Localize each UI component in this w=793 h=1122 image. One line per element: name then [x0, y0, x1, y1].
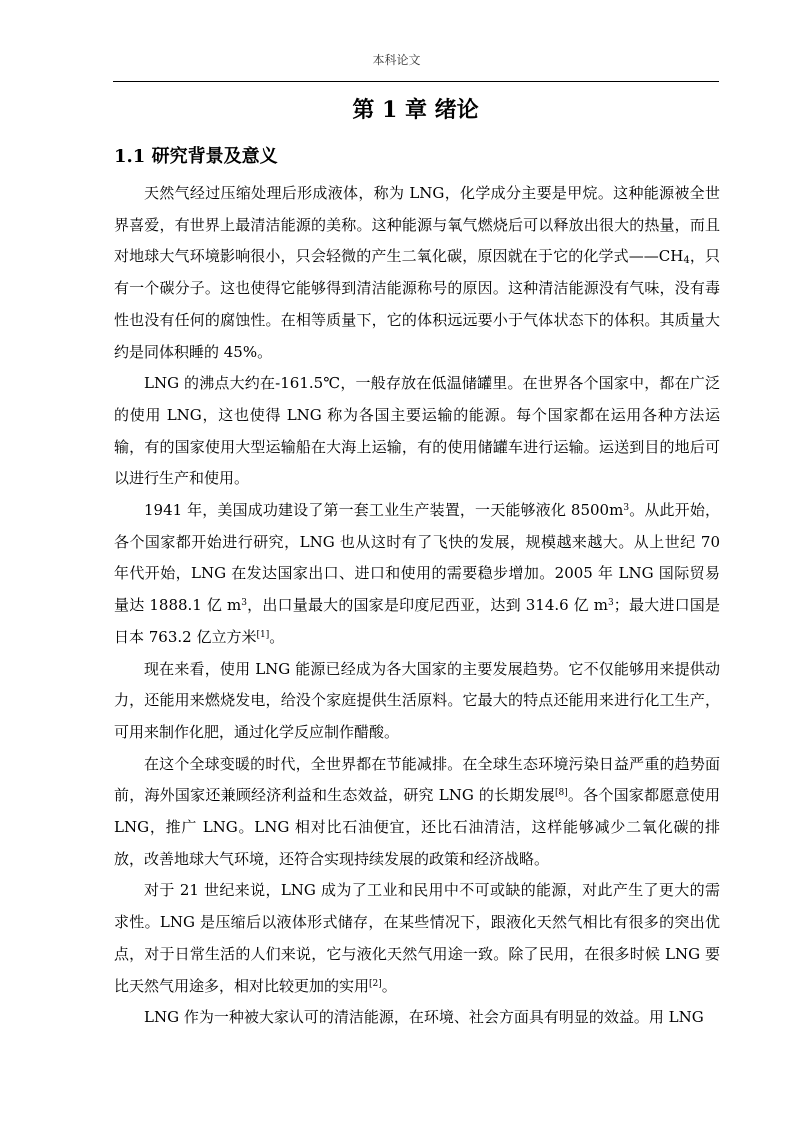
- paragraph-6: [114, 875, 720, 1002]
- paragraph-text: 1941 年，美国成功建设了第一套工业生产装置，一天能够液化 8500m: [144, 501, 624, 520]
- paragraph-2: [114, 368, 720, 495]
- paragraph-text: 对于 21 世纪来说，LNG 成为了工业和民用中不可或缺的能源，对此产生了更大的需求性。LNG 是压缩后以液体形式储存，在某些情况下，跟液化天然气相比有很多的突出优点，对于日常生活的人们来说，它与液化天然气用途一致。除了民用，在很多时候 LNG 要比天然气用途多，相对比较更加的实用: [114, 881, 720, 995]
- paragraph-text: ，出口量最大的国家是印度尼西亚，达到 314.6 亿 m: [246, 596, 609, 615]
- citation-marker: [8]: [554, 788, 568, 799]
- paragraph-text: 。: [269, 627, 285, 646]
- paragraph-text: 。从此开始，各个国家都开始进行研究，LNG 也从这时有了飞快的发展，规模越来越大。从上世纪 70 年代开始，LNG 在发达国家出口、进口和使用的需要稳步增加。2005 年 LNG 国际贸易量达 1888.1 亿 m: [114, 501, 720, 615]
- paragraph-text: ；最大进口国是日本 763.2 亿立方米: [114, 596, 720, 646]
- body-text: [114, 178, 720, 1034]
- paragraph-3: [114, 495, 720, 654]
- paragraph-text: 天然气经过压缩处理后形成液体，称为 LNG，化学成分主要是甲烷。这种能源被全世界喜爱，有世界上最清洁能源的美称。这种能源与氧气燃烧后可以释放出很大的热量，而且对地球大气环境影响很小，只会轻微的产生二氧化碳，原因就在于它的化学式——CH: [114, 184, 720, 266]
- paragraph-4: [114, 654, 720, 749]
- paragraph-text: 在这个全球变暖的时代，全世界都在节能减排。在全球生态环境污染日益严重的趋势面前，海外国家还兼顾经济利益和生态效益，研究 LNG 的长期发展: [114, 754, 720, 805]
- superscript: 3: [623, 503, 630, 514]
- superscript: 3: [241, 598, 247, 609]
- paragraph-1: [114, 178, 720, 368]
- section-title: 1.1 研究背景及意义: [114, 146, 278, 167]
- paragraph-text: 现在来看，使用 LNG 能源已经成为各大国家的主要发展趋势。它不仅能够用来提供动力，还能用来燃烧发电，给没个家庭提供生活原料。它最大的特点还能用来进行化工生产，可用来制作化肥，通过化学反应制作醋酸。: [114, 659, 720, 741]
- chapter-title: 第 1 章 绪论: [352, 97, 479, 123]
- paragraph-text: LNG 作为一种被大家认可的清洁能源，在环境、社会方面具有明显的效益。用 LNG: [144, 1008, 704, 1027]
- paragraph-text: ，只有一个碳分子。这也使得它能够得到清洁能源称号的原因。这种清洁能源没有气味，没有毒性也没有任何的腐蚀性。在相等质量下，它的体积远远要小于气体状态下的体积。其质量大约是同体积睡的 45%。: [114, 247, 720, 361]
- paragraph-7: [114, 1002, 720, 1034]
- paragraph-5: [114, 749, 720, 876]
- paragraph-text: LNG 的沸点大约在-161.5℃，一般存放在低温储罐里。在世界各个国家中，都在广泛的使用 LNG，这也使得 LNG 称为各国主要运输的能源。每个国家都在运用各种方法运输，有的国家使用大型运输船在大海上运输，有的使用储罐车进行运输。运送到目的地后可以进行生产和使用。: [114, 374, 720, 488]
- paragraph-text: 。各个国家都愿意使用 LNG，推广 LNG。LNG 相对比石油便宜，还比石油清洁，这样能够减少二氧化碳的排放，改善地球大气环境，还符合实现持续发展的政策和经济战略。: [114, 786, 720, 868]
- superscript: 3: [608, 598, 614, 609]
- running-header: 本科论文: [372, 53, 421, 67]
- citation-marker: [2]: [369, 978, 382, 989]
- subscript: 4: [683, 255, 690, 267]
- header-rule: [113, 81, 719, 82]
- paragraph-text: 。: [381, 976, 397, 995]
- citation-marker: [1]: [256, 629, 270, 640]
